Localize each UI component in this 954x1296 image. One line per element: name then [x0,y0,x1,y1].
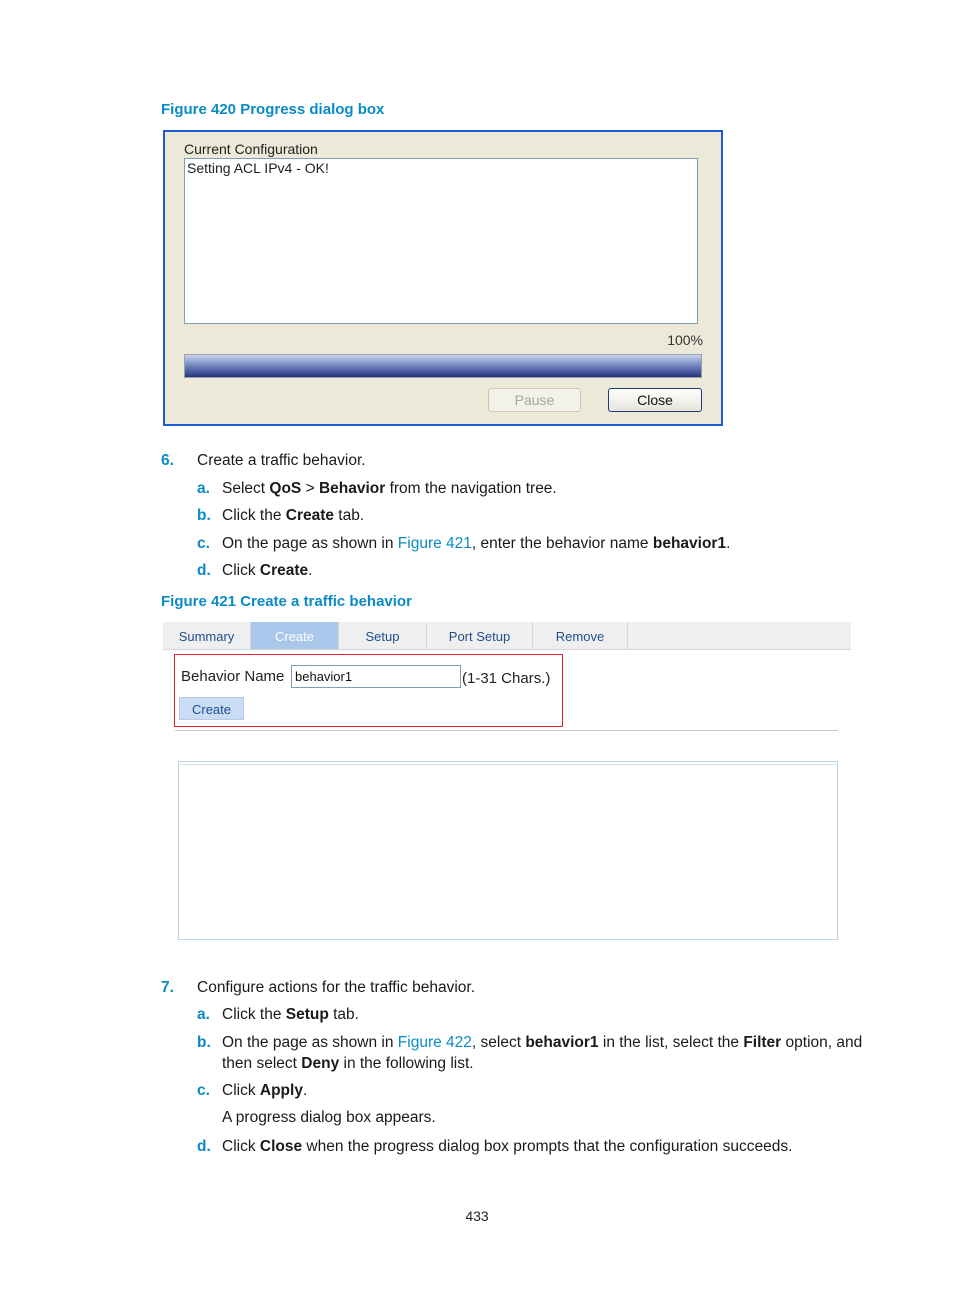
step-7c [197,1081,897,1101]
panel-header-line [179,764,837,765]
configuration-log[interactable] [184,158,698,324]
step-number: 7. [161,979,174,996]
current-configuration-label: Current Configuration [184,141,318,157]
create-button[interactable]: Create [179,697,244,720]
substep-text: Click Close when the progress dialog box prompts that the configuration succeeds. [222,1138,793,1155]
step-6 [161,451,861,471]
substep-letter: c. [197,1082,210,1099]
progress-percent: 100% [667,332,703,348]
substep-text: Click Apply. [222,1082,308,1099]
substep-text: Click the Create tab. [222,507,365,524]
behavior-name-input[interactable] [291,665,461,688]
tab-remove[interactable]: Remove [533,622,628,649]
substep-letter: a. [197,480,210,497]
figure-421-caption: Figure 421 Create a traffic behavior [161,593,412,610]
step-7b [197,1033,917,1075]
tab-port-setup[interactable]: Port Setup [427,622,533,649]
step-6c [197,534,897,554]
step-6b [197,506,897,526]
step-text: Configure actions for the traffic behavior. [197,979,476,996]
substep-letter: c. [197,535,210,552]
step-7 [161,978,861,998]
progress-bar [184,354,702,378]
step-number: 6. [161,452,174,469]
tab-setup[interactable]: Setup [339,622,427,649]
figure-422-link[interactable]: Figure 422 [397,1034,472,1051]
close-button[interactable]: Close [608,388,702,412]
step-6a [197,479,897,499]
substep-letter: d. [197,1138,211,1155]
progress-bar-fill [185,355,701,377]
divider [175,730,838,731]
log-line: Setting ACL IPv4 - OK! [187,160,329,176]
substep-text: On the page as shown in Figure 422, select behavior1 in the list, select the Filter option, and [222,1034,863,1051]
substep-letter: d. [197,562,211,579]
page-number: 433 [465,1208,489,1224]
substep-text: Click the Setup tab. [222,1006,359,1023]
behavior-name-label: Behavior Name [181,668,285,685]
tab-bar [163,622,851,650]
tab-create[interactable]: Create [251,622,339,649]
pause-button[interactable]: Pause [488,388,581,412]
step-6d [197,561,897,581]
behavior-list-panel [178,761,838,940]
step-text: Create a traffic behavior. [197,452,366,469]
step-7c-note: A progress dialog box appears. [222,1109,436,1126]
step-7a [197,1005,897,1025]
tab-summary[interactable]: Summary [163,622,251,649]
step-7d [197,1137,917,1157]
substep-letter: a. [197,1006,210,1023]
figure-421-link[interactable]: Figure 421 [397,535,472,552]
substep-letter: b. [197,507,211,524]
substep-text: On the page as shown in Figure 421, enter the behavior name behavior1. [222,535,731,552]
substep-text: Select QoS > Behavior from the navigation tree. [222,480,557,497]
substep-letter: b. [197,1034,211,1051]
progress-dialog [163,130,723,426]
behavior-name-hint: (1-31 Chars.) [462,670,551,687]
substep-text: Click Create. [222,562,313,579]
substep-text-line2: then select Deny in the following list. [222,1055,474,1072]
figure-420-caption: Figure 420 Progress dialog box [161,101,385,118]
